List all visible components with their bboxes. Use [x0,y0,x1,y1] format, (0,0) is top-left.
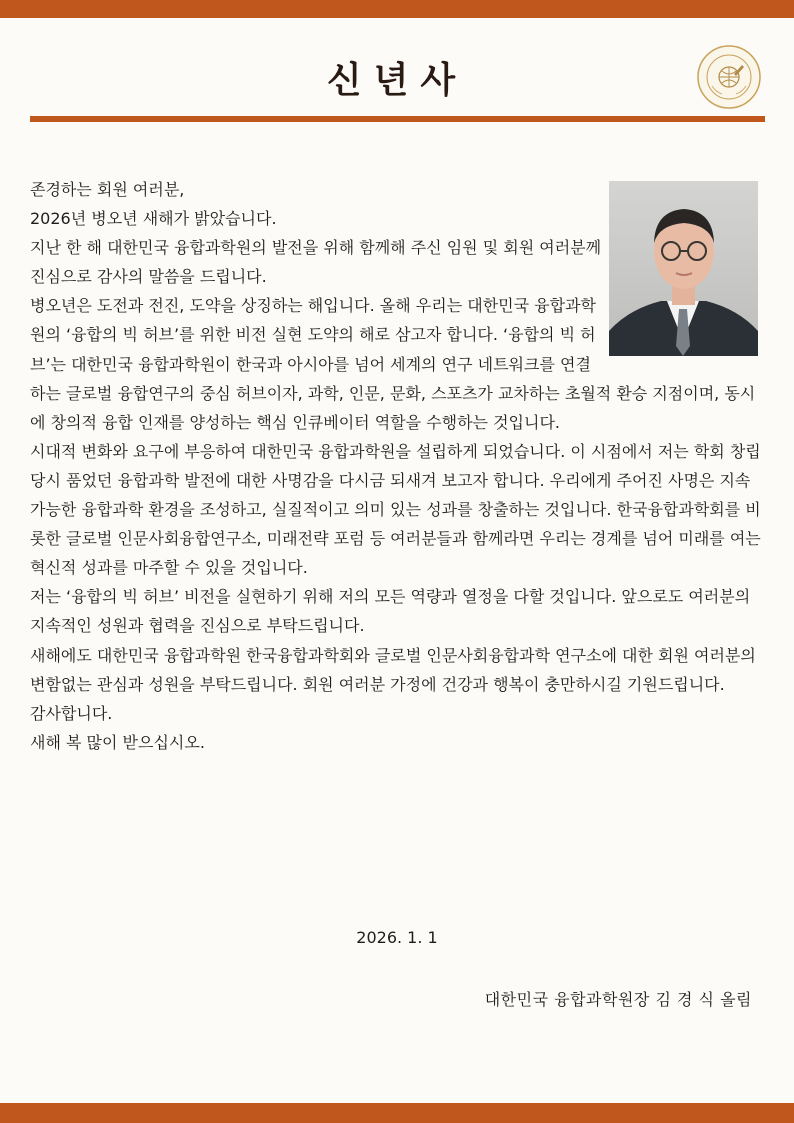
page-title: 신년사 [326,60,468,101]
signature: 대한민국 융합과학원장 김 경 식 올림 [484,990,752,1009]
paragraph: 병오년은 도전과 전진, 도약을 상징하는 해입니다. 올해 우리는 대한민국 융합과학원의 ‘융합의 빅 허브’를 위한 비전 실현 도약의 해로 삼고자 합니다. ‘융합의 빅 허브’는 대한민국 융합과학원이 한국과 아시아를 넘어 세계의 연구 네트워크를 연결하는 글로벌 융합연구의 중심 허브이자, 과학, 인문, 문화, 스포츠가 교차하는 초월적 환승 지점이며, 동시에 창의적 융합 인재를 양성하는 핵심 인큐베이터 역할을 수행하는 것입니다. [30,296,756,432]
paragraph: 새해에도 대한민국 융합과학원 한국융합과학회와 글로벌 인문사회융합과학 연구소에 대한 회원 여러분의 변함없는 관심과 성원을 부탁드립니다. 회원 여러분 가정에 건강과 행복이 충만하시길 기원드립니다. [30,645,756,694]
top-accent-bar [0,0,794,18]
paragraph: 새해 복 많이 받으십시오. [30,732,205,752]
paragraph: 시대적 변화와 요구에 부응하여 대한민국 융합과학원을 설립하게 되었습니다. 이 시점에서 저는 학회 창립 당시 품었던 융합과학 발전에 대한 사명감을 다시금 되새겨 보고자 합니다. 우리에게 주어진 사명은 지속가능한 융합과학 환경을 조성하고, 실질적이고 의미 있는 성과를 창출하는 것입니다. 한국융합과학회를 비롯한 글로벌 인문사회융합연구소, 미래전략 포럼 등 여러분들과 함께라면 우리는 경계를 넘어 미래를 여는 혁신적 성과를 마주할 수 있을 것입니다. [30,441,761,578]
paragraph: 지난 한 해 대한민국 융합과학원의 발전을 위해 함께해 주신 임원 및 회원 여러분께 진심으로 감사의 말씀을 드립니다. [30,238,602,287]
paragraph: 저는 ‘융합의 빅 허브’ 비전을 실현하기 위해 저의 모든 역량과 열정을 다할 것입니다. 앞으로도 여러분의 지속적인 성원과 협력을 진심으로 부탁드립니다. [30,587,751,636]
paragraph: 감사합니다. [30,703,113,723]
photo-spacer [602,175,762,352]
bottom-accent-bar [0,1103,794,1123]
title-divider [30,116,765,122]
paragraph: 2026년 병오년 새해가 밝았습니다. [30,209,277,229]
paragraph: 존경하는 회원 여러분, [30,180,185,199]
letter-body [30,175,762,757]
letter-date: 2026. 1. 1 [356,928,438,947]
institution-seal-icon [696,44,762,110]
